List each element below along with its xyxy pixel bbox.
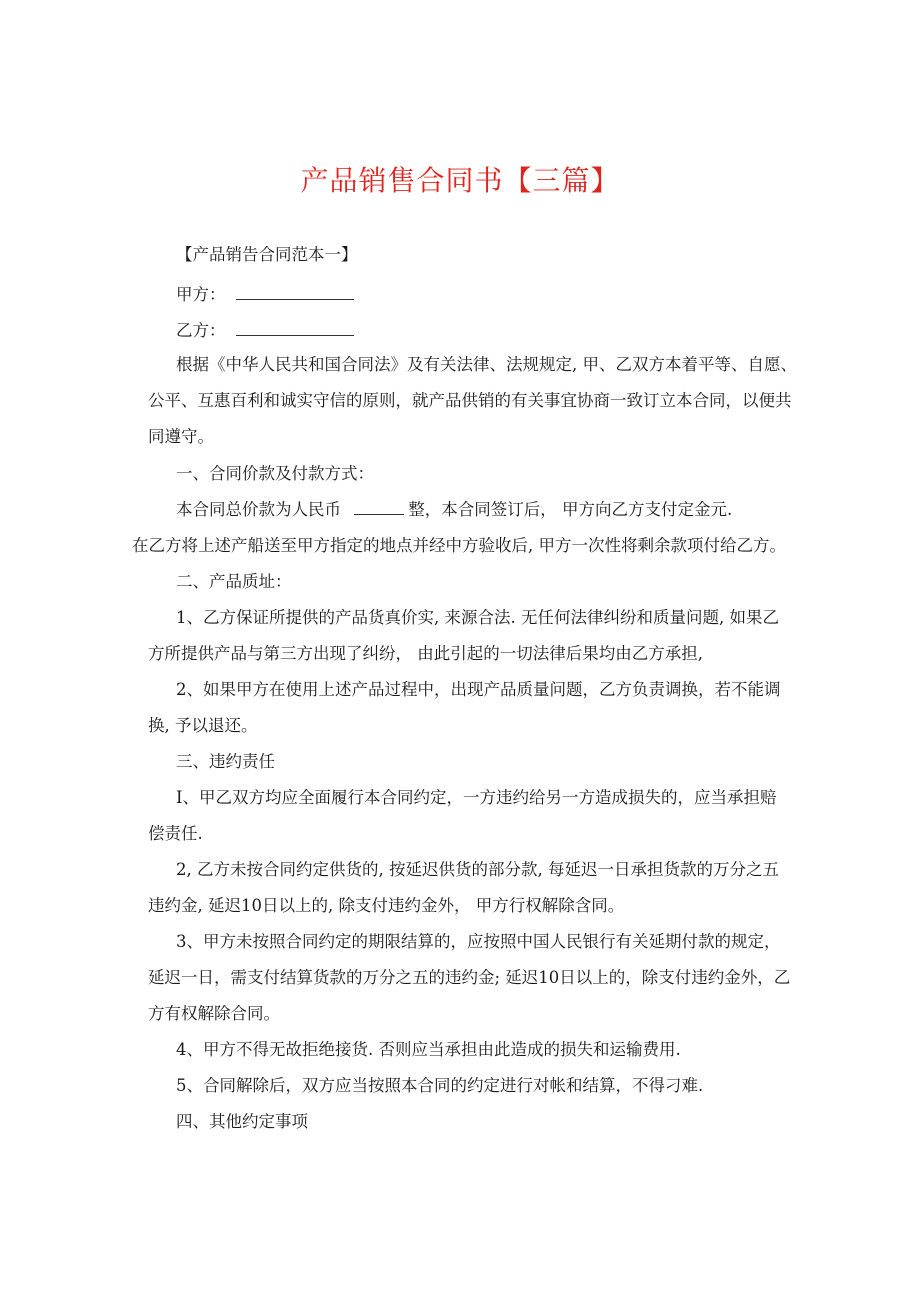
clause2-heading: 二、产品质址： [176, 572, 292, 591]
intro-line: 公平、互惠百利和诚实守信的原则，就产品供销的有关事宜协商一致订立本合同，以便共 [148, 391, 792, 410]
clause3-item4: 4、甲方不得无故拒绝接货. 否则应当承担由此造成的损失和运输费用. [176, 1040, 681, 1059]
party-a-blank [236, 285, 354, 300]
clause1-text-c: 在乙方将上述产船送至甲方指定的地点并经中方验收后, 甲方一次性将剩余款项付给乙方。 [132, 536, 786, 555]
clause3-item1-line: 偿责任. [148, 824, 203, 843]
intro-line: 同遵守。 [148, 427, 214, 446]
party-a-label: 甲方： [176, 285, 226, 304]
clause2-item2-line: 换, 予以退还。 [148, 716, 258, 735]
clause1-text-b: 整，本合同签订后， 甲方向乙方支付定金元. [408, 500, 733, 519]
intro-line: 根据《中华人民共和国合同法》及有关法律、法规规定, 甲、乙双方本着平等、自愿、 [176, 355, 797, 374]
document-title: 产品销售合同书【三篇】 [300, 164, 620, 197]
clause3-item2-line: 2, 乙方未按合同约定供货的, 按延迟供货的部分款, 每延迟一日承担货款的万分之五 [176, 860, 779, 879]
clause4-heading: 四、其他约定事项 [176, 1112, 308, 1131]
clause2-item2-line: 2、如果甲方在使用上述产品过程中，出现产品质量问题，乙方负责调换，若不能调 [176, 680, 781, 699]
section-heading: 【产品销告合同范本一】 [176, 245, 358, 264]
clause1-heading: 一、合同价款及付款方式： [176, 464, 374, 483]
party-b-row [176, 321, 354, 341]
party-b-blank [236, 321, 354, 336]
clause1-price-row [176, 500, 732, 520]
price-blank [354, 500, 404, 515]
clause3-item2-line: 违约金, 延迟10日以上的, 除支付违约金外， 甲方行权解除含同。 [148, 896, 625, 915]
clause3-item3-line: 方有权解除合同。 [148, 1004, 280, 1023]
clause3-item5: 5、合同解除后，双方应当按照本合同的约定进行对帐和结算，不得刁难. [176, 1076, 704, 1095]
clause3-item3-line: 3、甲方未按照合同约定的期限结算的，应按照中国人民银行有关延期付款的规定， [176, 932, 781, 951]
clause3-item3-line: 延迟一日，需支付结算货款的万分之五的违约金; 延迟10日以上的，除支付违约金外，乙 [148, 968, 791, 987]
party-b-label: 乙方： [176, 321, 226, 340]
clause2-item1-line: 方所提供产品与第三方出现了纠纷， 由此引起的一切法律后果均由乙方承担, [148, 644, 703, 663]
clause3-item1-line: I、甲乙双方均应全面履行本合同约定，一方违约给另一方造成损失的，应当承担赔 [176, 788, 777, 807]
clause3-heading: 三、违约责任 [176, 752, 275, 771]
clause1-text-a: 本合同总价款为人民币 [176, 500, 341, 519]
clause2-item1-line: 1、乙方保证所提供的产品货真价实, 来源合法. 无任何法律纠纷和质量问题, 如果乙 [176, 608, 779, 627]
party-a-row [176, 285, 354, 305]
